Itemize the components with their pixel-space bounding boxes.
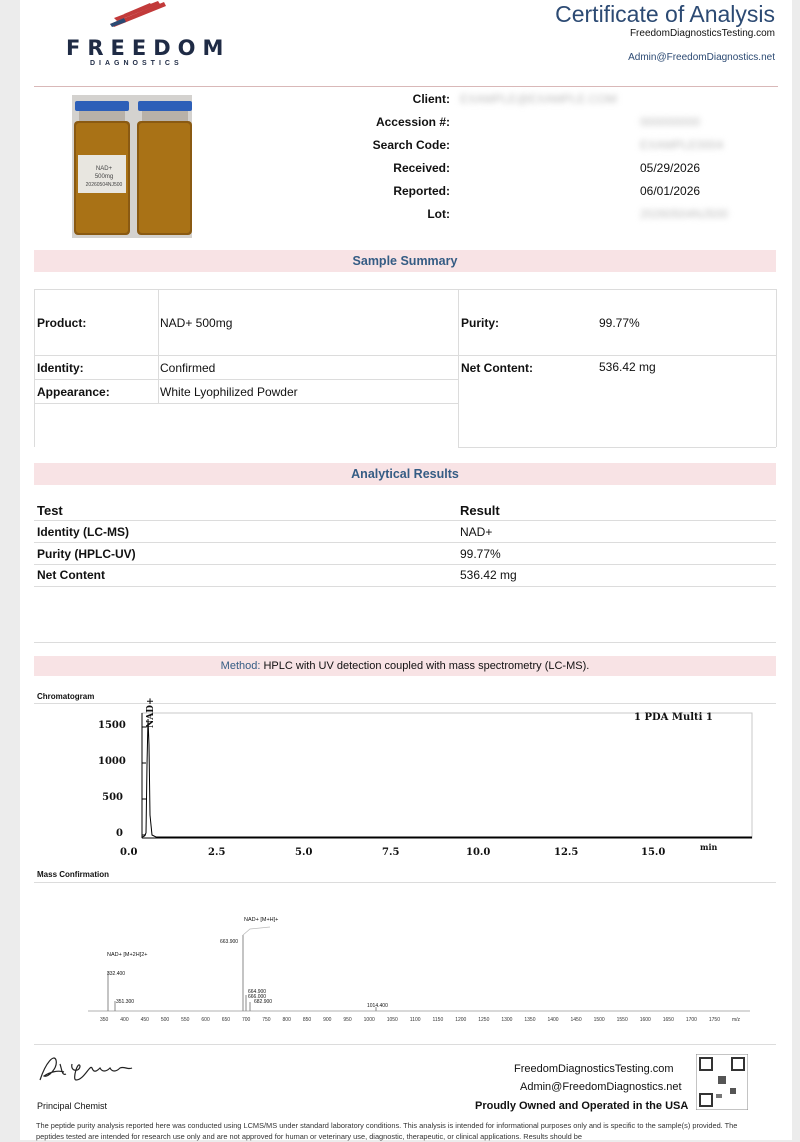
client-value: EXAMPLE@EXAMPLE.COM: [460, 92, 617, 106]
search-code-label: Search Code:: [372, 138, 450, 152]
peak-value: 351.300: [116, 999, 135, 1005]
peak-value: 332.400: [107, 971, 126, 977]
sample-summary-header: Sample Summary: [34, 250, 776, 272]
qr-code-icon: [696, 1054, 748, 1110]
mass-x-tick: 650: [221, 1017, 231, 1023]
flag-swoosh-icon: [108, 0, 168, 28]
summary-rule-row3: [34, 403, 458, 404]
mass-spectrum-plot: [80, 885, 770, 1025]
client-label: Client:: [412, 92, 450, 106]
product-label: Product:: [37, 316, 87, 330]
disclaimer-text: The peptide purity analysis reported here was conducted using LCMS/MS under standard laboratory conditions. This analysis is intended for informational purposes only and is specific to the sample(s) provided. The peptides tested are intended for research use only and are not approved for human or veterinary use, diagnostic, therapeutic, or clinical applications. Results should be: [36, 1121, 738, 1141]
certificate-page: [20, 0, 792, 1140]
results-rule-1: [34, 520, 776, 521]
sample-photo: [72, 95, 192, 238]
peak-label: NAD+: [146, 697, 156, 728]
peak-value: 664.900: [248, 989, 267, 995]
y-tick-label: 1500: [98, 720, 126, 731]
info-accession: [270, 115, 770, 135]
product-value: NAD+ 500mg: [160, 316, 233, 330]
mass-x-tick: 600: [201, 1017, 210, 1023]
chromatogram-trace: [142, 719, 752, 837]
x-axis-unit: min: [700, 842, 718, 852]
channel-label: 1 PDA Multi 1: [634, 712, 713, 723]
purity-value: 99.77%: [599, 316, 640, 330]
y-tick-label: 1000: [98, 756, 126, 767]
mass-rule-top: [34, 882, 776, 883]
peak-value: 1014.400: [367, 1003, 388, 1009]
mass-x-tick: 1550: [616, 1017, 628, 1023]
signature-image: [36, 1050, 136, 1086]
summary-rule-top: [34, 289, 776, 290]
mass-x-tick: 550: [181, 1017, 190, 1023]
appearance-value: White Lyophilized Powder: [160, 385, 298, 399]
footer-email: Admin@FreedomDiagnostics.net: [520, 1081, 682, 1093]
mass-x-unit: m/z: [731, 1017, 740, 1023]
signer-role: Principal Chemist: [37, 1101, 108, 1111]
results-row-test: Purity (HPLC-UV): [37, 547, 136, 561]
mass-x-tick: 1150: [432, 1017, 444, 1023]
results-rule-3: [34, 564, 776, 565]
summary-rule-mid2: [458, 289, 459, 447]
header-website: FreedomDiagnosticsTesting.com: [629, 28, 775, 39]
method-bar: [34, 656, 776, 676]
header-email: Admin@FreedomDiagnostics.net: [628, 52, 775, 63]
mass-x-tick: 1000: [363, 1017, 375, 1023]
method-text: HPLC with UV detection coupled with mass spectrometry (LC-MS).: [260, 660, 590, 672]
search-code-value: EXAMPLE0004: [640, 138, 724, 152]
summary-rule-right: [776, 289, 777, 447]
peak-value: 663.900: [220, 939, 239, 945]
results-row-result: 99.77%: [460, 547, 501, 561]
mass-x-tick: 1050: [386, 1017, 398, 1023]
x-tick-label: 5.0: [295, 847, 313, 858]
x-tick-label: 7.5: [382, 847, 400, 858]
mass-x-tick: 1500: [593, 1017, 605, 1023]
summary-rule-row1: [34, 355, 776, 356]
results-rule-2: [34, 542, 776, 543]
mass-x-tick: 700: [241, 1017, 251, 1023]
mass-x-tick: 1200: [455, 1017, 467, 1023]
mass-x-tick: 1100: [409, 1017, 421, 1023]
x-tick-label: 0.0: [120, 847, 138, 858]
appearance-label: Appearance:: [37, 385, 110, 399]
x-tick-label: 10.0: [466, 847, 491, 858]
results-row-result: NAD+: [460, 525, 493, 539]
mass-x-tick: 850: [302, 1017, 312, 1023]
vial-label-lot: 20260504NJ500: [85, 182, 123, 188]
mass-x-tick: 950: [343, 1017, 352, 1023]
results-col-result: Result: [460, 503, 500, 518]
results-row-test: Net Content: [37, 568, 105, 582]
page-title: Certificate of Analysis: [555, 1, 775, 27]
ion-label-m2h: NAD+ [M+2H]2+: [107, 952, 148, 958]
info-reported: [270, 184, 770, 204]
mass-x-tick: 900: [323, 1017, 332, 1023]
summary-rule-mid1: [158, 289, 159, 403]
mass-x-tick: 1400: [547, 1017, 559, 1023]
analytical-results-header: Analytical Results: [34, 463, 776, 485]
chromatogram-label: Chromatogram: [37, 692, 95, 701]
info-received: [270, 161, 770, 181]
ion-leader: [243, 927, 270, 935]
net-content-value: 536.42 mg: [599, 360, 656, 374]
mass-x-tick: 800: [282, 1017, 291, 1023]
vial-label-name: NAD+: [95, 166, 113, 172]
peak-value: 666.000: [248, 994, 267, 1000]
mass-x-tick: 750: [262, 1017, 271, 1023]
mass-x-tick: 1700: [685, 1017, 697, 1023]
mass-x-tick: 1250: [478, 1017, 490, 1023]
reported-value: 06/01/2026: [640, 184, 701, 198]
purity-label: Purity:: [461, 316, 500, 330]
mass-x-tick: 500: [160, 1017, 170, 1023]
chromatogram-frame: [142, 713, 752, 838]
mass-x-tick: 450: [140, 1017, 149, 1023]
logo-subtitle: DIAGNOSTICS: [90, 60, 183, 67]
logo-wordmark: FREEDOM: [66, 36, 231, 60]
info-client: [270, 92, 770, 112]
header-divider: [34, 86, 778, 87]
x-tick-label: 2.5: [208, 847, 226, 858]
info-lot: [270, 207, 770, 227]
mass-x-tick: 1650: [662, 1017, 674, 1023]
mass-x-tick: 1600: [639, 1017, 651, 1023]
summary-rule-left: [34, 289, 35, 447]
peak-value-group: [248, 990, 272, 1005]
footer-website: FreedomDiagnosticsTesting.com: [514, 1063, 674, 1075]
vial-label: [82, 165, 126, 189]
lot-label: Lot:: [427, 207, 450, 221]
accession-label: Accession #:: [375, 115, 450, 129]
mass-x-tick: 400: [120, 1017, 129, 1023]
identity-value: Confirmed: [160, 361, 216, 375]
mass-x-tick: 1750: [708, 1017, 720, 1023]
mass-rule-bottom: [34, 1044, 776, 1045]
results-row-result: 536.42 mg: [460, 568, 517, 582]
mass-x-ticks: [100, 1017, 740, 1023]
chromatogram-plot: [80, 705, 770, 865]
mass-x-tick: 1300: [501, 1017, 513, 1023]
peak-value: 682.900: [254, 999, 273, 1005]
y-tick-label: 500: [102, 792, 123, 803]
accession-value: 000000000: [640, 115, 701, 129]
results-col-test: Test: [37, 503, 63, 518]
x-tick-label: 15.0: [641, 847, 666, 858]
results-row-test: Identity (LC-MS): [37, 525, 129, 539]
x-tick-label: 12.5: [554, 847, 579, 858]
reported-label: Reported:: [393, 184, 450, 198]
summary-rule-row2: [34, 379, 458, 380]
vial-label-dose: 500mg: [94, 174, 114, 180]
mass-x-tick: 1450: [570, 1017, 582, 1023]
footer-owned: Proudly Owned and Operated in the USA: [475, 1100, 689, 1112]
mass-x-tick: 1350: [524, 1017, 536, 1023]
summary-rule-bottom: [458, 447, 776, 448]
ion-label-mh: NAD+ [M+H]+: [244, 917, 279, 923]
results-rule-bottom: [34, 642, 776, 643]
mass-confirmation-label: Mass Confirmation: [37, 870, 110, 879]
y-tick-label: 0: [116, 828, 123, 839]
net-content-label: Net Content:: [461, 361, 533, 375]
lot-value: 20260504NJ500: [640, 207, 729, 221]
identity-label: Identity:: [37, 361, 84, 375]
info-search-code: [270, 138, 770, 158]
mass-x-tick: 350: [100, 1017, 109, 1023]
received-label: Received:: [393, 161, 450, 175]
results-rule-4: [34, 586, 776, 587]
method-label: Method:: [220, 660, 261, 672]
received-value: 05/29/2026: [640, 161, 701, 175]
